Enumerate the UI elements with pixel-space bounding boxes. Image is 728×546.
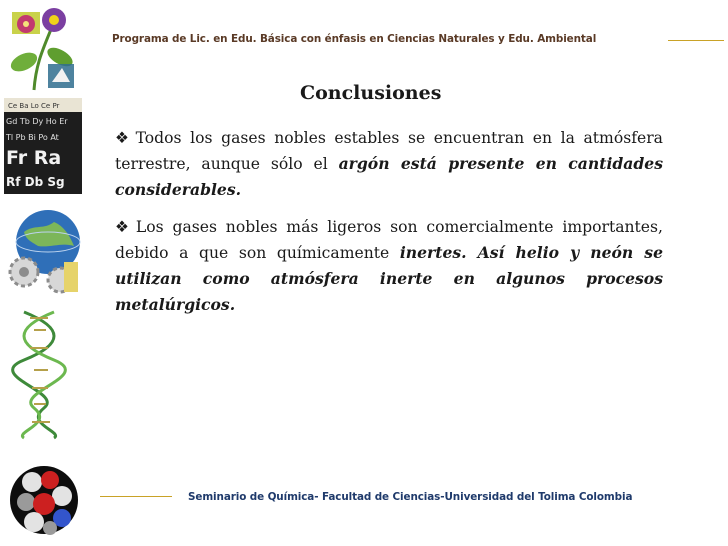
svg-text:Tl Pb Bi Po At: Tl Pb Bi Po At [6,133,59,142]
slide-title: Conclusiones [300,82,442,104]
molecule-illustration [4,458,82,542]
paragraph-emphasis: argón está presente en cantidades considerables. [115,154,663,199]
header-divider [668,40,724,41]
svg-text:Fr Ra: Fr Ra [6,147,62,169]
svg-text:Ce Ba Lo Ce Pr: Ce Ba Lo Ce Pr [8,102,60,110]
globe-gears-illustration [4,202,82,298]
dna-helix-illustration [4,308,82,440]
program-header: Programa de Lic. en Edu. Básica con énfasis en Ciencias Naturales y Edu. Ambiental [112,33,597,45]
paragraph-text: Los gases nobles más ligeros son comercialmente importantes, debido a que son químicamente [115,218,663,262]
svg-text:Rf Db Sg: Rf Db Sg [6,175,65,189]
bullet-icon: ❖ [115,129,133,147]
footer-divider [100,496,172,497]
slide-content [115,126,663,330]
paragraph-text: Todos los gases nobles estables se encuentran en la atmósfera terrestre, aunque sólo el [115,129,663,173]
svg-text:Gd Tb Dy Ho Er: Gd Tb Dy Ho Er [6,117,68,126]
bullet-icon: ❖ [115,218,133,236]
conclusion-paragraph-1 [115,126,663,203]
paragraph-emphasis: inertes. Así helio y neón se utilizan como atmósfera inerte en algunos procesos metalúrgicos. [115,243,663,314]
decorative-sidebar [0,0,90,546]
periodic-table-illustration [4,98,82,194]
seminar-footer: Seminario de Química- Facultad de Ciencias-Universidad del Tolima Colombia [188,491,633,503]
conclusion-paragraph-2 [115,215,663,318]
plant-illustration [4,2,82,94]
